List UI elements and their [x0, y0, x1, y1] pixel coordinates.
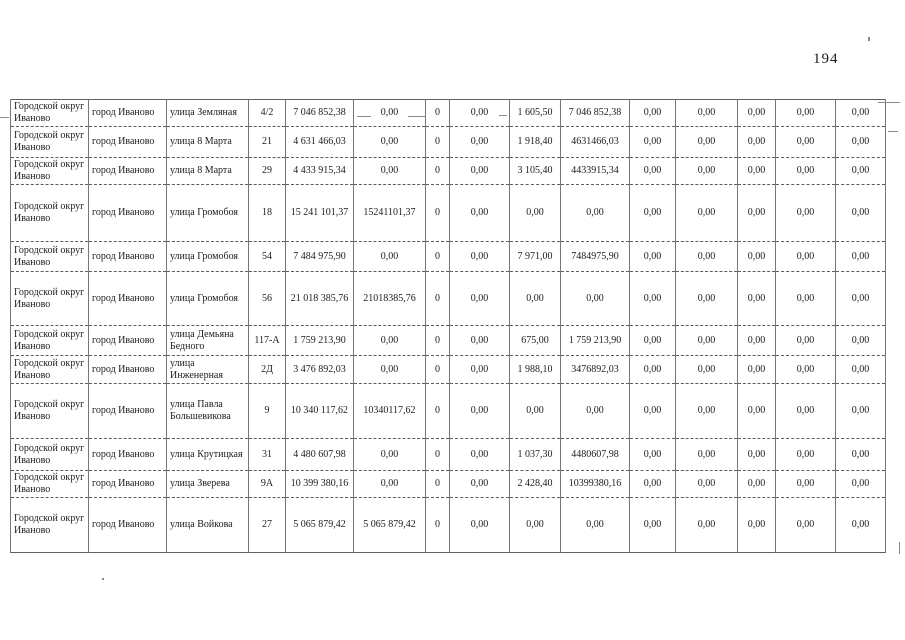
table-cell: 2Д [249, 356, 286, 384]
table-cell: 4480607,98 [561, 439, 630, 471]
table-cell: 56 [249, 272, 286, 326]
table-cell: город Иваново [89, 242, 167, 272]
table-cell: город Иваново [89, 326, 167, 356]
table-cell: 2 428,40 [510, 471, 561, 498]
table-cell: 0,00 [676, 272, 738, 326]
table-row [11, 272, 886, 326]
table-cell: 9А [249, 471, 286, 498]
table-cell: 4/2 [249, 100, 286, 127]
table-cell: 0,00 [354, 158, 426, 185]
table-cell: Городской округ Иваново [11, 100, 89, 127]
table-cell: 675,00 [510, 326, 561, 356]
table-cell: 18 [249, 185, 286, 242]
table-cell: 10340117,62 [354, 384, 426, 439]
table-cell: Городской округ Иваново [11, 127, 89, 158]
table-cell: 0,00 [776, 272, 836, 326]
table-cell: 0,00 [776, 326, 836, 356]
table-cell: 0,00 [738, 439, 776, 471]
table-cell: 21 018 385,76 [286, 272, 354, 326]
table-cell: 0,00 [354, 471, 426, 498]
table-cell: город Иваново [89, 356, 167, 384]
table-cell: 4631466,03 [561, 127, 630, 158]
table-cell: 0,00 [776, 242, 836, 272]
table-cell: улица Инженерная [167, 356, 249, 384]
table-cell: 3 476 892,03 [286, 356, 354, 384]
table-cell: 0,00 [450, 384, 510, 439]
table-cell: 0,00 [676, 356, 738, 384]
table-cell: Городской округ Иваново [11, 326, 89, 356]
table-cell: 0,00 [354, 242, 426, 272]
table-cell: 1 759 213,90 [561, 326, 630, 356]
table-row [11, 185, 886, 242]
table-cell: 0,00 [776, 497, 836, 552]
table-cell: 0,00 [630, 326, 676, 356]
table-cell: 27 [249, 497, 286, 552]
table-cell: улица Демьяна Бедного [167, 326, 249, 356]
table-cell: 0,00 [836, 127, 886, 158]
table-cell: 0,00 [354, 127, 426, 158]
table-cell: Городской округ Иваново [11, 185, 89, 242]
table-cell: 0,00 [676, 185, 738, 242]
table-cell: 0,00 [676, 497, 738, 552]
table-cell: улица Громобоя [167, 272, 249, 326]
table-cell: 0 [426, 272, 450, 326]
table-cell: Городской округ Иваново [11, 439, 89, 471]
table-cell: 0,00 [776, 439, 836, 471]
table-cell: 0,00 [776, 185, 836, 242]
table-cell: 4 480 607,98 [286, 439, 354, 471]
table-cell: Городской округ Иваново [11, 384, 89, 439]
table-cell: 1 918,40 [510, 127, 561, 158]
table-cell: 4433915,34 [561, 158, 630, 185]
table-cell: 0 [426, 242, 450, 272]
scan-artifact [0, 117, 9, 118]
table-cell: 0,00 [510, 272, 561, 326]
table-cell: 0,00 [836, 158, 886, 185]
table-cell: 0 [426, 384, 450, 439]
table-cell: улица Крутицкая [167, 439, 249, 471]
table-cell: 0,00 [776, 384, 836, 439]
table-cell: 0,00 [738, 497, 776, 552]
table-cell: 0,00 [676, 439, 738, 471]
table-row [11, 471, 886, 498]
table-cell: 21018385,76 [354, 272, 426, 326]
table-cell: 7 971,00 [510, 242, 561, 272]
table-cell: 0,00 [450, 497, 510, 552]
table-cell: 0 [426, 127, 450, 158]
table-cell: 0,00 [630, 100, 676, 127]
table-cell: 0,00 [450, 100, 510, 127]
table-cell: 0,00 [836, 100, 886, 127]
table-cell: 0,00 [776, 100, 836, 127]
table-cell: 0 [426, 100, 450, 127]
table-cell: 0,00 [738, 242, 776, 272]
table-cell: город Иваново [89, 127, 167, 158]
table-cell: 0 [426, 326, 450, 356]
table-cell: 0,00 [450, 471, 510, 498]
table-cell: 0,00 [510, 497, 561, 552]
table-cell: 0,00 [561, 497, 630, 552]
table-cell: 0,00 [630, 356, 676, 384]
table-row [11, 242, 886, 272]
table-cell: город Иваново [89, 497, 167, 552]
table-cell: 0,00 [450, 185, 510, 242]
table-cell: 0,00 [450, 439, 510, 471]
table-cell: 29 [249, 158, 286, 185]
table-cell: Городской округ Иваново [11, 158, 89, 185]
table-cell: улица Зверева [167, 471, 249, 498]
table-cell: 0 [426, 356, 450, 384]
scan-artifact [868, 37, 870, 41]
table-cell: 0,00 [836, 471, 886, 498]
table-cell: город Иваново [89, 439, 167, 471]
table-cell: 4 433 915,34 [286, 158, 354, 185]
table-cell: 0 [426, 439, 450, 471]
table-cell: 0,00 [836, 272, 886, 326]
table-cell: 0,00 [738, 127, 776, 158]
table-cell: 3 105,40 [510, 158, 561, 185]
table-cell: 0,00 [676, 127, 738, 158]
table-cell: 0,00 [630, 384, 676, 439]
table-cell: 0,00 [676, 326, 738, 356]
table-cell: улица Войкова [167, 497, 249, 552]
table-cell: 21 [249, 127, 286, 158]
table-row [11, 497, 886, 552]
table-cell: улица Громобоя [167, 242, 249, 272]
table-cell: 0,00 [738, 384, 776, 439]
table-cell: улица Павла Большевикова [167, 384, 249, 439]
scan-artifact [357, 116, 371, 117]
table-cell: 0 [426, 158, 450, 185]
table-cell: город Иваново [89, 471, 167, 498]
table-cell: 3476892,03 [561, 356, 630, 384]
table-cell: 0,00 [561, 185, 630, 242]
table-cell: 0 [426, 185, 450, 242]
table-cell: 5 065 879,42 [354, 497, 426, 552]
table-cell: 0,00 [630, 158, 676, 185]
table-cell: 4 631 466,03 [286, 127, 354, 158]
table-cell: 10 399 380,16 [286, 471, 354, 498]
table-row [11, 326, 886, 356]
table-cell: 0,00 [738, 326, 776, 356]
table-cell: 1 759 213,90 [286, 326, 354, 356]
table-cell: 0,00 [836, 242, 886, 272]
table-cell: 15241101,37 [354, 185, 426, 242]
table-cell: Городской округ Иваново [11, 471, 89, 498]
table-cell: 0,00 [738, 356, 776, 384]
table-cell: 0,00 [836, 356, 886, 384]
table-cell: 15 241 101,37 [286, 185, 354, 242]
table-cell: 0,00 [450, 356, 510, 384]
table-cell: 0,00 [450, 127, 510, 158]
table-cell: Городской округ Иваново [11, 272, 89, 326]
page-number: 194 [813, 51, 839, 67]
table-cell: 0,00 [776, 356, 836, 384]
table-cell: 0,00 [836, 326, 886, 356]
table-cell: 0,00 [836, 439, 886, 471]
table-cell: город Иваново [89, 272, 167, 326]
table-cell: 7 484 975,90 [286, 242, 354, 272]
table-cell: Городской округ Иваново [11, 242, 89, 272]
table-cell: 0,00 [676, 242, 738, 272]
table-cell: 0,00 [630, 127, 676, 158]
table-row [11, 356, 886, 384]
table-cell: город Иваново [89, 100, 167, 127]
table-cell: улица Земляная [167, 100, 249, 127]
table-cell: 1 605,50 [510, 100, 561, 127]
table-cell: город Иваново [89, 158, 167, 185]
table-cell: 0,00 [510, 185, 561, 242]
table-cell: 0,00 [354, 439, 426, 471]
scan-artifact [878, 102, 900, 103]
table-cell: 0,00 [450, 242, 510, 272]
table-cell: 0,00 [354, 100, 426, 127]
table-cell: 0,00 [738, 158, 776, 185]
scan-artifact [102, 578, 104, 580]
table-cell: 0,00 [561, 272, 630, 326]
table-cell: 117-А [249, 326, 286, 356]
table-cell: улица 8 Марта [167, 158, 249, 185]
table-cell: 0,00 [630, 272, 676, 326]
table-cell: 54 [249, 242, 286, 272]
table-cell: 0,00 [450, 326, 510, 356]
table-cell: 10399380,16 [561, 471, 630, 498]
table-row [11, 439, 886, 471]
table-cell: 0,00 [630, 439, 676, 471]
table-cell: 0,00 [776, 127, 836, 158]
table-cell: 0,00 [630, 185, 676, 242]
table-cell: 0 [426, 497, 450, 552]
table-cell: 31 [249, 439, 286, 471]
table-cell: город Иваново [89, 185, 167, 242]
table-cell: 0,00 [776, 158, 836, 185]
table-cell: 5 065 879,42 [286, 497, 354, 552]
table-cell: 0,00 [776, 471, 836, 498]
table-cell: Городской округ Иваново [11, 356, 89, 384]
table-cell: 0,00 [561, 384, 630, 439]
table-cell: 0,00 [676, 471, 738, 498]
table-cell: 0,00 [738, 272, 776, 326]
table-body [11, 100, 886, 553]
table-cell: 0,00 [836, 497, 886, 552]
table-cell: 7484975,90 [561, 242, 630, 272]
scan-artifact [408, 116, 426, 117]
table-row [11, 384, 886, 439]
table-cell: 0,00 [836, 384, 886, 439]
table-cell: 7 046 852,38 [286, 100, 354, 127]
table-cell: 7 046 852,38 [561, 100, 630, 127]
table-cell: Городской округ Иваново [11, 497, 89, 552]
table-cell: 0,00 [510, 384, 561, 439]
table-cell: 0,00 [676, 100, 738, 127]
table-cell: улица 8 Марта [167, 127, 249, 158]
table-cell: 0,00 [450, 158, 510, 185]
scan-artifact [899, 542, 900, 554]
table-cell: 1 037,30 [510, 439, 561, 471]
table-cell: 0,00 [630, 497, 676, 552]
table-cell: 0,00 [354, 356, 426, 384]
table-cell: 1 988,10 [510, 356, 561, 384]
table-cell: 0,00 [738, 185, 776, 242]
table-cell: 0,00 [630, 471, 676, 498]
table-cell: 0,00 [630, 242, 676, 272]
table-row [11, 100, 886, 127]
table-cell: 0,00 [676, 158, 738, 185]
table-cell: 0,00 [354, 326, 426, 356]
scan-artifact [499, 115, 507, 116]
table-cell: 10 340 117,62 [286, 384, 354, 439]
table-cell: 0,00 [676, 384, 738, 439]
table-cell: 0 [426, 471, 450, 498]
table-cell: город Иваново [89, 384, 167, 439]
table-cell: 0,00 [836, 185, 886, 242]
table-cell: 0,00 [450, 272, 510, 326]
table-row [11, 127, 886, 158]
table-cell: 0,00 [738, 471, 776, 498]
table-cell: 0,00 [738, 100, 776, 127]
table-cell: улица Громобоя [167, 185, 249, 242]
payments-table [10, 99, 886, 553]
table-cell: 9 [249, 384, 286, 439]
table-row [11, 158, 886, 185]
scan-artifact [888, 131, 898, 132]
